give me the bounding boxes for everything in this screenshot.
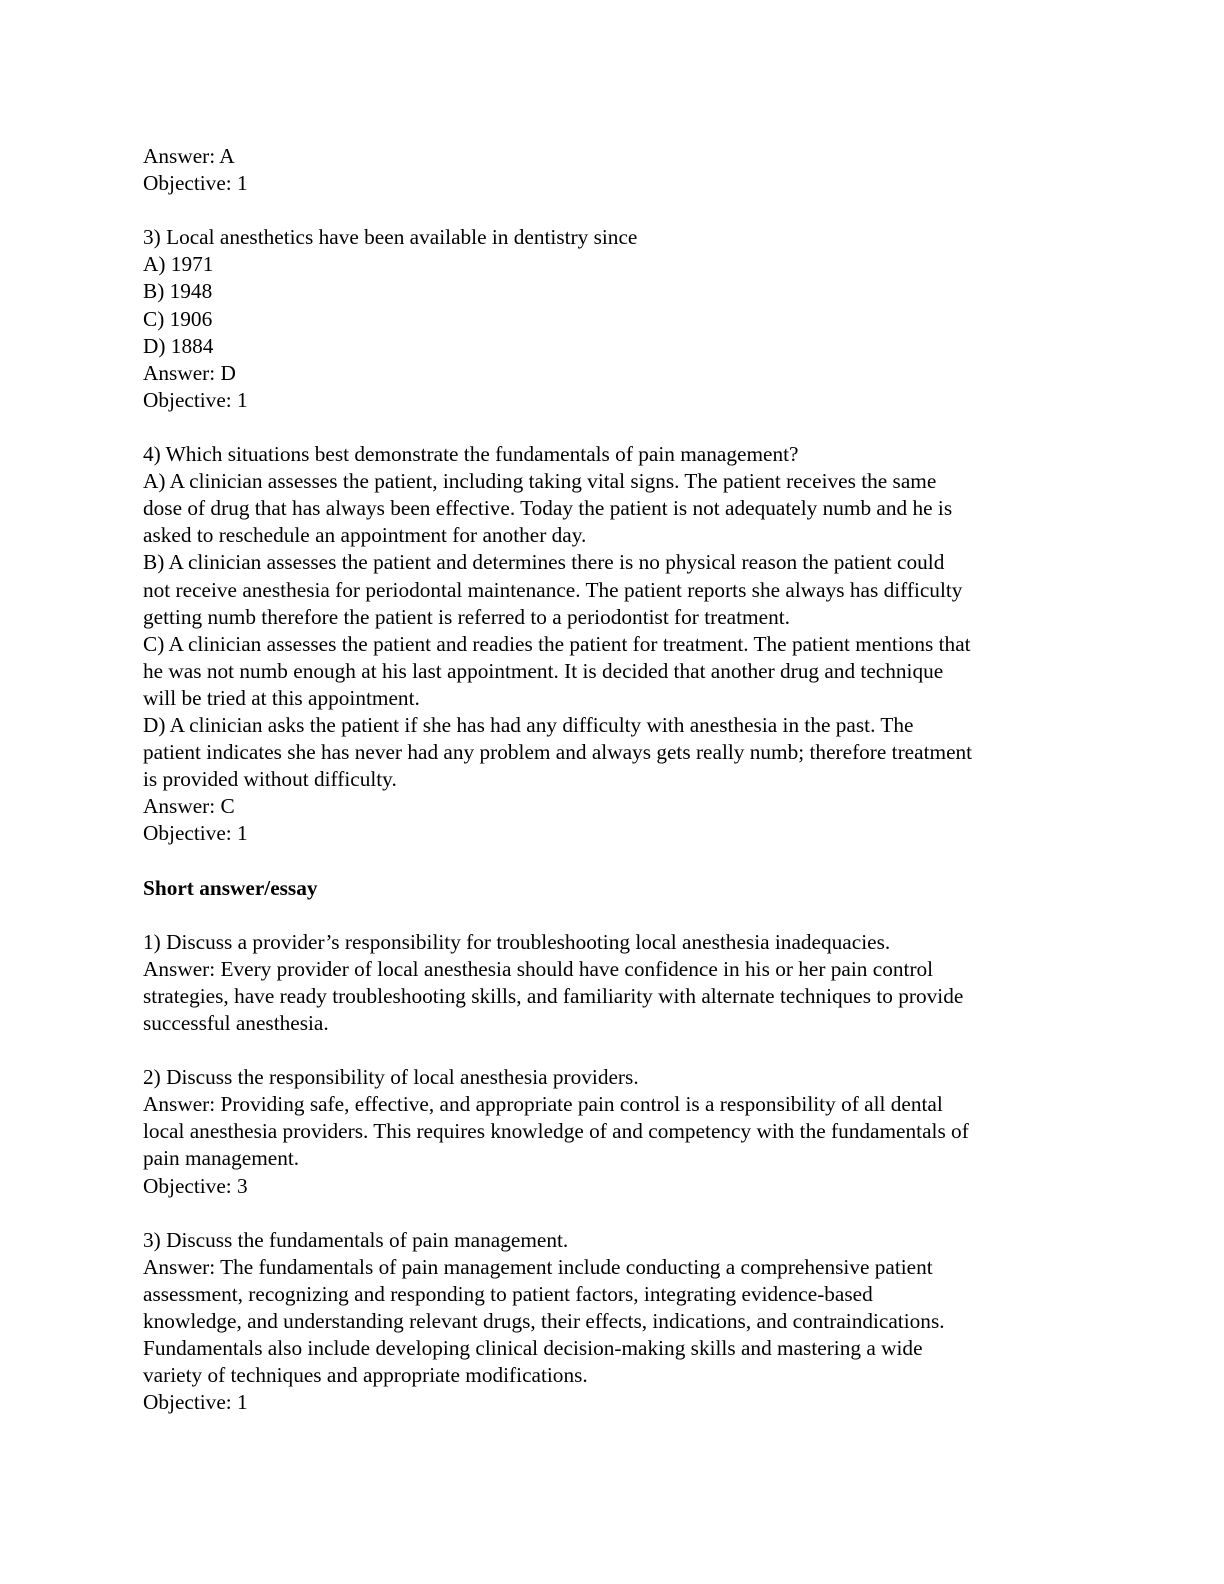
option-b-line-3: getting numb therefore the patient is referred to a periodontist for treatment. <box>143 604 790 629</box>
answer-line-3: successful anesthesia. <box>143 1011 329 1035</box>
question-3 <box>143 224 1083 414</box>
question-text: 3) Discuss the fundamentals of pain management. <box>143 1227 569 1252</box>
option-c-line-1: C) A clinician assesses the patient and readies the patient for treatment. The patient mentions that <box>143 631 971 656</box>
question-text: 3) Local anesthetics have been available in dentistry since <box>143 225 638 250</box>
objective-line: Objective: 1 <box>143 171 248 196</box>
answer-line-2: assessment, recognizing and responding to patient factors, integrating evidence-based <box>143 1281 873 1306</box>
answer-line-4: Fundamentals also include developing clinical decision-making skills and mastering a wide <box>143 1336 923 1361</box>
option-d-line-1: D) A clinician asks the patient if she has had any difficulty with anesthesia in the past. The <box>143 712 914 737</box>
short-answer-1 <box>143 929 1083 1037</box>
answer-line-3: knowledge, and understanding relevant drugs, their effects, indications, and contraindications. <box>143 1309 945 1334</box>
option-d-line-3: is provided without difficulty. <box>143 767 397 792</box>
question-text: 1) Discuss a provider’s responsibility for troubleshooting local anesthesia inadequacies. <box>143 929 891 954</box>
section-heading: Short answer/essay <box>143 875 318 900</box>
option-a-line-3: asked to reschedule an appointment for another day. <box>143 523 587 548</box>
objective-line: Objective: 1 <box>143 821 248 846</box>
option-b-line-2: not receive anesthesia for periodontal maintenance. The patient reports she always has difficulty <box>143 577 963 602</box>
question-text: 4) Which situations best demonstrate the fundamentals of pain management? <box>143 442 799 467</box>
option-a-line-1: A) A clinician assesses the patient, including taking vital signs. The patient receives the same <box>143 469 937 494</box>
option-b-line-1: B) A clinician assesses the patient and determines there is no physical reason the patient could <box>143 550 945 575</box>
option-d: D) 1884 <box>143 333 214 358</box>
option-d-line-2: patient indicates she has never had any problem and always gets really numb; therefore treatment <box>143 740 973 765</box>
document-page <box>143 143 1083 1416</box>
question-4 <box>143 441 1083 847</box>
option-c: C) 1906 <box>143 306 213 331</box>
objective-line: Objective: 1 <box>143 387 248 412</box>
answer-line-2: strategies, have ready troubleshooting skills, and familiarity with alternate techniques to provide <box>143 983 964 1008</box>
section-short-answer <box>143 875 1083 902</box>
answer-line: Answer: D <box>143 360 236 385</box>
question-text: 2) Discuss the responsibility of local anesthesia providers. <box>143 1065 639 1090</box>
short-answer-2 <box>143 1064 1083 1199</box>
answer-line-5: variety of techniques and appropriate modifications. <box>143 1363 588 1388</box>
short-answer-3 <box>143 1227 1083 1417</box>
objective-line: Objective: 3 <box>143 1173 248 1198</box>
answer-line-2: local anesthesia providers. This requires knowledge of and competency with the fundamentals of <box>143 1119 969 1144</box>
objective-line: Objective: 1 <box>143 1390 248 1415</box>
answer-line-1: Answer: Providing safe, effective, and appropriate pain control is a responsibility of all dental <box>143 1092 943 1117</box>
answer-line: Answer: A <box>143 144 235 168</box>
option-b: B) 1948 <box>143 279 213 304</box>
option-c-line-2: he was not numb enough at his last appointment. It is decided that another drug and technique <box>143 658 944 683</box>
answer-line: Answer: C <box>143 794 235 819</box>
answer-line-1: Answer: The fundamentals of pain management include conducting a comprehensive patient <box>143 1254 933 1279</box>
option-a-line-2: dose of drug that has always been effective. Today the patient is not adequately numb and he is <box>143 496 953 521</box>
question-2-tail <box>143 143 1083 197</box>
option-c-line-3: will be tried at this appointment. <box>143 685 420 710</box>
answer-line-3: pain management. <box>143 1146 300 1171</box>
answer-line-1: Answer: Every provider of local anesthesia should have confidence in his or her pain control <box>143 956 934 981</box>
option-a: A) 1971 <box>143 252 214 277</box>
